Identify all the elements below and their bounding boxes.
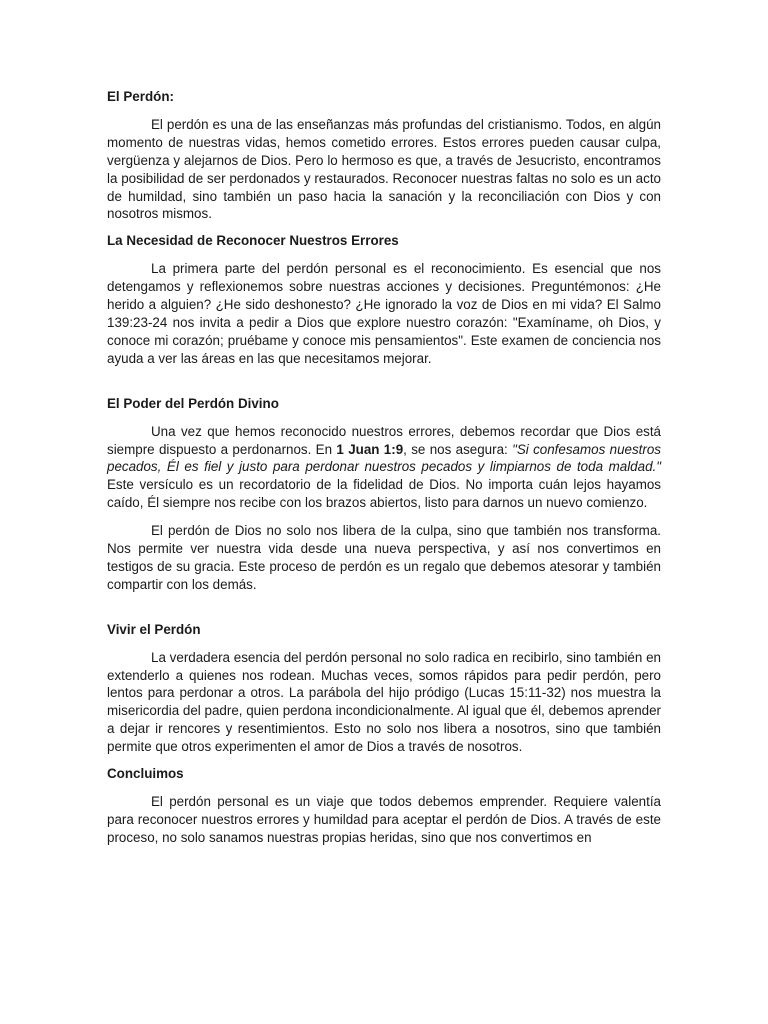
section-heading-necesidad: La Necesidad de Reconocer Nuestros Errores bbox=[107, 233, 399, 249]
section-heading-el-perdon: El Perdón: bbox=[107, 89, 174, 104]
bible-quote: "Si confesamos nuestros pecados, Él es fiel y justo para perdonar nuestros pecados y limpiarnos de toda maldad." bbox=[107, 441, 661, 475]
paragraph-vivir-perdon: La verdadera esencia del perdón personal no solo radica en recibirlo, sino también en extenderlo a quienes nos rodean. Muchas veces, somos rápidos para pedir perdón, pero lentos para perdonar a otros. La parábola del hijo pródigo (Lucas 15:11-32) nos muestra la misericordia del padre, quien perdona incondicionalmente. Al igual que él, debemos aprender a dejar ir rencores y resentimientos. Esto no solo nos libera a nosotros, sino que también permite que otros experimenten el amor de Dios a través de nosotros. bbox=[107, 649, 661, 755]
paragraph-text: Una vez que hemos reconocido nuestros errores, debemos recordar que Dios está siempre dispuesto a perdonarnos. En bbox=[107, 423, 661, 457]
paragraph-text: , se nos asegura: bbox=[403, 441, 513, 457]
paragraph-conclusion: El perdón personal es un viaje que todos debemos emprender. Requiere valentía para reconocer nuestros errores y humildad para aceptar el perdón de Dios. A través de este proceso, no solo sanamos nuestras propias heridas, sino que nos convertimos en bbox=[107, 794, 661, 845]
paragraph-intro: El perdón es una de las enseñanzas más profundas del cristianismo. Todos, en algún momento de nuestras vidas, hemos cometido errores. Estos errores pueden causar culpa, vergüenza y alejarnos de Dios. Pero lo hermoso es que, a través de Jesucristo, encontramos la posibilidad de ser perdonados y restaurados. Reconocer nuestras faltas no solo es un acto de humildad, sino también un paso hacia la sanación y la reconciliación con Dios y con nosotros mismos. bbox=[107, 116, 661, 222]
paragraph-perdon-divino bbox=[107, 423, 661, 513]
section-heading-vivir-perdon: Vivir el Perdón bbox=[107, 621, 201, 637]
document-page bbox=[107, 88, 661, 847]
bible-reference: 1 Juan 1:9 bbox=[336, 441, 404, 457]
paragraph-text: Este versículo es un recordatorio de la fidelidad de Dios. No importa cuán lejos hayamos caído, Él siempre nos recibe con los brazos abiertos, listo para darnos un nuevo comienzo. bbox=[107, 477, 661, 511]
section-heading-concluimos: Concluimos bbox=[107, 766, 184, 782]
paragraph-transformacion: El perdón de Dios no solo nos libera de la culpa, sino que también nos transforma. Nos permite ver nuestra vida desde una nueva perspectiva, y así nos convertimos en testigos de su gracia. Este proceso de perdón es un regalo que debemos atesorar y también compartir con los demás. bbox=[107, 523, 661, 592]
paragraph-reconocimiento: La primera parte del perdón personal es el reconocimiento. Es esencial que nos detengamos y reflexionemos sobre nuestras acciones y decisiones. Preguntémonos: ¿He herido a alguien? ¿He sido deshonesto? ¿He ignorado la voz de Dios en mi vida? El Salmo 139:23-24 nos invita a pedir a Dios que explore nuestro corazón: "Examíname, oh Dios, y conoce mi corazón; pruébame y conoce mis pensamientos". Este examen de conciencia nos ayuda a ver las áreas en las que necesitamos mejorar. bbox=[107, 261, 661, 366]
section-heading-poder-perdon: El Poder del Perdón Divino bbox=[107, 395, 279, 411]
